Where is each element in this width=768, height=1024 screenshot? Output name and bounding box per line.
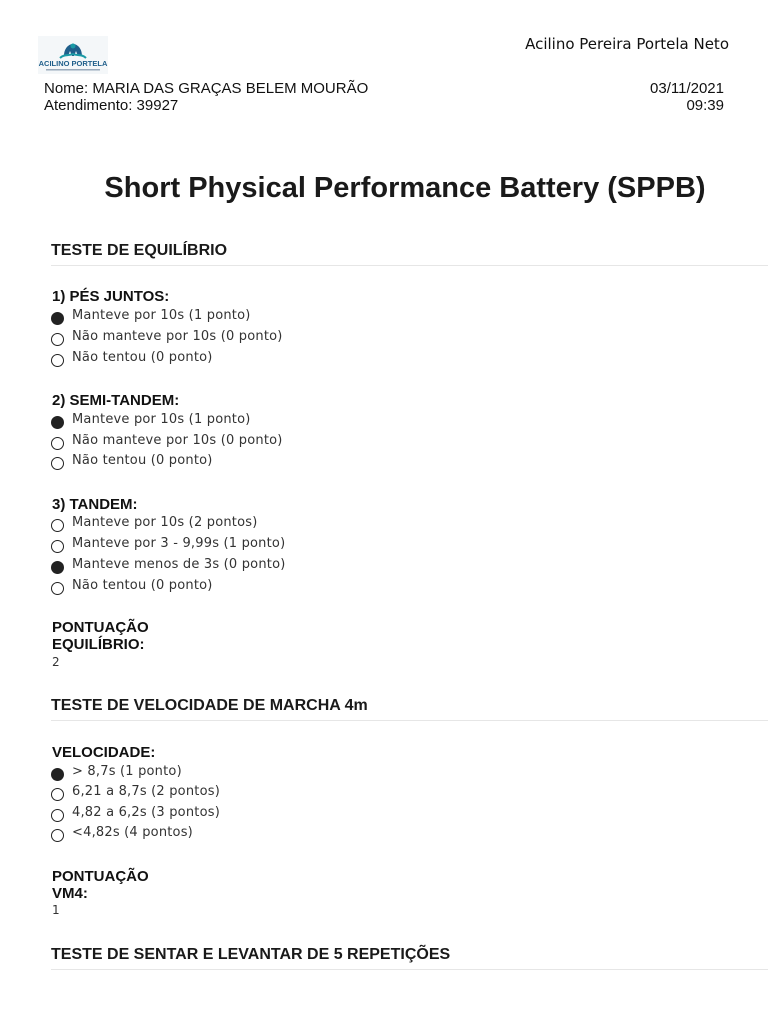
radio-selected-icon[interactable] — [51, 416, 64, 429]
option-label: Manteve por 10s (2 pontos) — [72, 514, 258, 530]
section-heading-gait-speed: TESTE DE VELOCIDADE DE MARCHA 4m — [51, 697, 768, 721]
radio-empty-icon[interactable] — [51, 333, 64, 346]
section-heading-balance: TESTE DE EQUILÍBRIO — [51, 242, 768, 266]
radio-option[interactable] — [51, 761, 182, 781]
radio-option[interactable] — [51, 450, 213, 470]
score-label-line: PONTUAÇÃO — [52, 619, 149, 636]
option-label: > 8,7s (1 ponto) — [72, 763, 182, 779]
radio-option[interactable] — [51, 326, 283, 346]
option-label: <4,82s (4 pontos) — [72, 824, 193, 840]
score-label-line: EQUILÍBRIO: — [52, 636, 145, 653]
radio-empty-icon[interactable] — [51, 457, 64, 470]
radio-option[interactable] — [51, 554, 286, 574]
attendance-number: Atendimento: 39927 — [44, 97, 179, 114]
radio-selected-icon[interactable] — [51, 561, 64, 574]
question-title-speed: VELOCIDADE: — [52, 744, 156, 761]
doctor-name: Acilino Pereira Portela Neto — [525, 35, 729, 53]
score-value-gait: 1 — [52, 903, 60, 917]
radio-empty-icon[interactable] — [51, 519, 64, 532]
date: 03/11/2021 — [650, 80, 724, 97]
score-label-balance — [52, 619, 149, 653]
option-label: Manteve por 3 - 9,99s (1 ponto) — [72, 535, 286, 551]
radio-selected-icon[interactable] — [51, 768, 64, 781]
option-label: Não tentou (0 ponto) — [72, 349, 213, 365]
clinic-logo — [38, 36, 108, 74]
option-label: Não manteve por 10s (0 ponto) — [72, 432, 283, 448]
patient-info — [44, 80, 368, 114]
radio-option[interactable] — [51, 512, 258, 532]
patient-name: Nome: MARIA DAS GRAÇAS BELEM MOURÃO — [44, 80, 369, 97]
question-title-tandem: 3) TANDEM: — [52, 496, 138, 513]
question-title-feet-together: 1) PÉS JUNTOS: — [52, 288, 170, 305]
score-label-line: PONTUAÇÃO — [52, 868, 149, 885]
score-value-balance: 2 — [52, 655, 60, 669]
time: 09:39 — [686, 97, 724, 114]
radio-option[interactable] — [51, 347, 213, 367]
logo-text: ACILINO PORTELA — [38, 59, 108, 68]
score-label-gait — [52, 868, 149, 902]
radio-empty-icon[interactable] — [51, 540, 64, 553]
radio-option[interactable] — [51, 575, 213, 595]
option-label: Manteve menos de 3s (0 ponto) — [72, 556, 286, 572]
radio-option[interactable] — [51, 781, 220, 801]
radio-empty-icon[interactable] — [51, 582, 64, 595]
option-label: 6,21 a 8,7s (2 pontos) — [72, 783, 220, 799]
option-label: Não tentou (0 ponto) — [72, 452, 213, 468]
radio-empty-icon[interactable] — [51, 829, 64, 842]
option-label: Manteve por 10s (1 ponto) — [72, 411, 251, 427]
radio-empty-icon[interactable] — [51, 354, 64, 367]
radio-option[interactable] — [51, 430, 283, 450]
option-label: 4,82 a 6,2s (3 pontos) — [72, 804, 220, 820]
radio-option[interactable] — [51, 409, 251, 429]
radio-empty-icon[interactable] — [51, 437, 64, 450]
radio-option[interactable] — [51, 305, 251, 325]
section-heading-sit-stand: TESTE DE SENTAR E LEVANTAR DE 5 REPETIÇÕES — [51, 946, 768, 970]
page-title: Short Physical Performance Battery (SPPB) — [104, 172, 706, 204]
question-title-semi-tandem: 2) SEMI-TANDEM: — [52, 392, 180, 409]
radio-empty-icon[interactable] — [51, 788, 64, 801]
radio-option[interactable] — [51, 822, 193, 842]
radio-option[interactable] — [51, 802, 220, 822]
radio-empty-icon[interactable] — [51, 809, 64, 822]
score-label-line: VM4: — [52, 885, 88, 902]
option-label: Não tentou (0 ponto) — [72, 577, 213, 593]
option-label: Manteve por 10s (1 ponto) — [72, 307, 251, 323]
radio-option[interactable] — [51, 533, 285, 553]
radio-selected-icon[interactable] — [51, 312, 64, 325]
option-label: Não manteve por 10s (0 ponto) — [72, 328, 283, 344]
date-time — [650, 80, 724, 114]
